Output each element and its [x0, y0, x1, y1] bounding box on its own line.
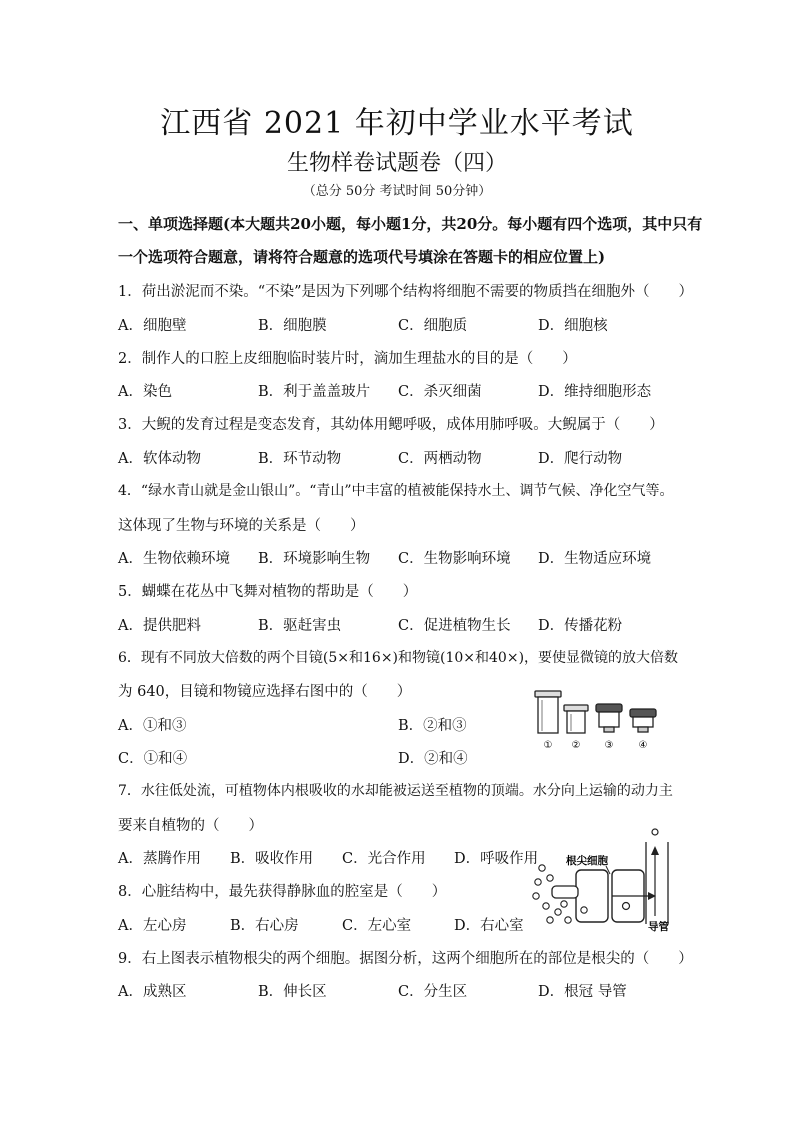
question-9-stem: 9．右上图表示植物根尖的两个细胞。据图分析，这两个细胞所在的部位是根尖的（ ） [118, 951, 693, 967]
question-6-stem-cont: 为 640，目镜和物镜应选择右图中的（ ） [118, 684, 412, 700]
q2-option-b: B．利于盖盖玻片 [258, 384, 371, 400]
question-7-stem-cont: 要来自植物的（ ） [118, 818, 263, 834]
q8-option-a: A．左心房 [118, 918, 187, 934]
q5-option-d: D．传播花粉 [538, 618, 623, 634]
q3-option-c: C．两栖动物 [398, 451, 482, 467]
q8-option-d: D．右心室 [454, 918, 524, 934]
q4-option-a: A．生物依赖环境 [118, 551, 230, 567]
question-1-stem: 1．荷出淤泥而不染。“不染”是因为下列哪个结构将细胞不需要的物质挡在细胞外（ ） [118, 284, 694, 300]
q1-option-a: A．细胞壁 [118, 318, 187, 334]
eyepiece-1 [535, 691, 561, 733]
q2-option-d: D．维持细胞形态 [538, 384, 652, 400]
q1-option-b: B．细胞膜 [258, 318, 327, 334]
question-6-stem: 6．现有不同放大倍数的两个目镜(5×和16×)和物镜(10×和40×)，要使显微镜的放大倍数 [118, 650, 679, 666]
question-4-stem-cont: 这体现了生物与环境的关系是（ ） [118, 518, 365, 534]
q2-option-c: C．杀灭细菌 [398, 384, 482, 400]
lens-label-4: ④ [638, 740, 648, 751]
q7-option-d: D．呼吸作用 [454, 851, 539, 867]
exam-subtitle: 生物样卷试题卷（四） [286, 151, 507, 176]
q3-option-b: B．环节动物 [258, 451, 342, 467]
section-heading-line1: 一、单项选择题(本大题共20小题，每小题1分，共20分。每小题有四个选项，其中只有 [118, 215, 703, 233]
exam-note: （总分 50分 考试时间 50分钟） [302, 184, 492, 199]
q4-option-c: C．生物影响环境 [398, 551, 511, 567]
q3-option-d: D．爬行动物 [538, 451, 623, 467]
lens-label-1: ① [543, 740, 553, 751]
lens-label-3: ③ [604, 740, 614, 751]
section-heading-line2: 一个选项符合题意，请将符合题意的选项代号填涂在答题卡的相应位置上) [118, 248, 606, 266]
q7-option-a: A．蒸腾作用 [118, 851, 201, 867]
q4-option-d: D．生物适应环境 [538, 551, 652, 567]
q5-option-c: C．促进植物生长 [398, 618, 511, 634]
q8-option-c: C．左心室 [342, 918, 412, 934]
objective-4 [630, 709, 656, 732]
eyepiece-2 [564, 705, 588, 733]
objective-3 [596, 704, 622, 732]
q5-option-a: A．提供肥料 [118, 618, 201, 634]
question-7-stem: 7．水往低处流，可植物体内根吸收的水却能被运送至植物的顶端。水分向上运输的动力主 [118, 783, 673, 799]
question-4-stem: 4．“绿水青山就是金山银山”。“青山”中丰富的植被能保持水土、调节气候、净化空气等。 [118, 483, 674, 499]
q6-option-b: B．②和③ [398, 718, 467, 734]
q3-option-a: A．软体动物 [118, 451, 201, 467]
exam-title: 江西省 2021 年初中学业水平考试 [160, 106, 634, 141]
lens-figure [528, 688, 668, 752]
vessel-label: 导管 [648, 921, 669, 933]
root-cell-1 [576, 870, 608, 922]
q1-option-c: C．细胞质 [398, 318, 468, 334]
q9-option-b: B．伸长区 [258, 984, 327, 1000]
question-8-stem: 8．心脏结构中，最先获得静脉血的腔室是（ ） [118, 884, 447, 900]
question-2-stem: 2．制作人的口腔上皮细胞临时装片时，滴加生理盐水的目的是（ ） [118, 351, 577, 367]
root-cells-label: 根尖细胞 [566, 855, 608, 867]
q2-option-a: A．染色 [118, 384, 172, 400]
q6-option-a: A．①和③ [118, 718, 187, 734]
q9-option-d: D．根冠 导管 [538, 984, 627, 1000]
q9-option-c: C．分生区 [398, 984, 468, 1000]
root-tip-figure [528, 822, 678, 934]
q8-option-b: B．右心房 [230, 918, 299, 934]
root-hair [552, 886, 578, 898]
q5-option-b: B．驱赶害虫 [258, 618, 342, 634]
q7-option-b: B．吸收作用 [230, 851, 314, 867]
q7-option-c: C．光合作用 [342, 851, 426, 867]
q6-option-c: C．①和④ [118, 751, 188, 767]
q4-option-b: B．环境影响生物 [258, 551, 371, 567]
q9-option-a: A．成熟区 [118, 984, 187, 1000]
q6-option-d: D．②和④ [398, 751, 468, 767]
q1-option-d: D．细胞核 [538, 318, 608, 334]
question-3-stem: 3．大鲵的发育过程是变态发育，其幼体用鳃呼吸，成体用肺呼吸。大鲵属于（ ） [118, 417, 664, 433]
question-5-stem: 5．蝴蝶在花丛中飞舞对植物的帮助是（ ） [118, 584, 418, 600]
lens-label-2: ② [571, 740, 581, 751]
